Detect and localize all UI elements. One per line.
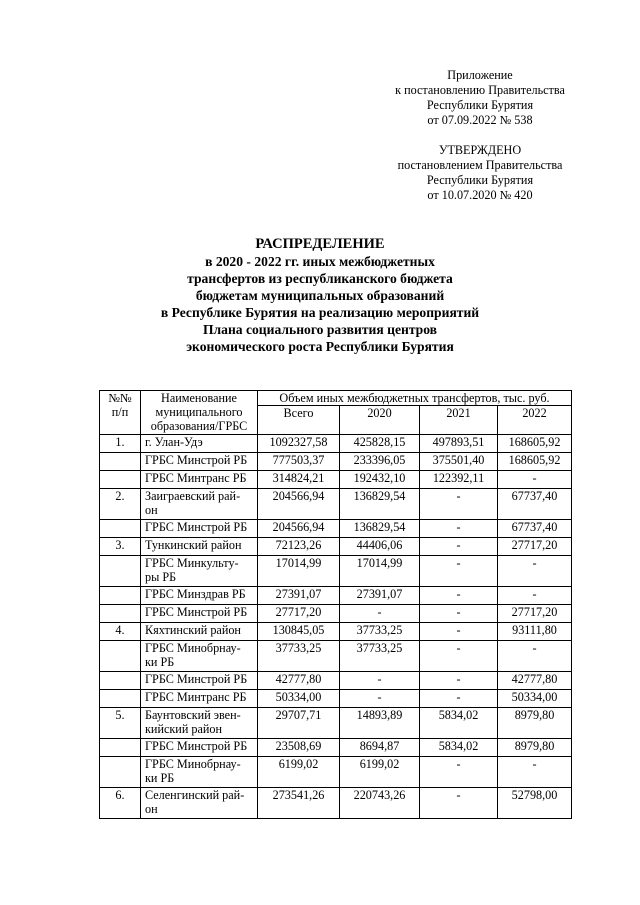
cell-2020: 136829,54 xyxy=(340,520,420,538)
approval-line: УТВЕРЖДЕНО xyxy=(438,143,522,157)
row-name xyxy=(141,708,258,739)
row-name xyxy=(141,672,258,690)
row-number: 5. xyxy=(100,708,141,739)
row-name-line: Баунтовский эвен- xyxy=(145,708,241,722)
table-row xyxy=(100,587,572,605)
row-name xyxy=(141,489,258,520)
cell-total: 314824,21 xyxy=(258,471,340,489)
row-name-line: ГРБС Минобрнау- xyxy=(145,641,241,655)
header-2022: 2022 xyxy=(498,406,572,435)
cell-total: 1092327,58 xyxy=(258,435,340,453)
cell-2020: 136829,54 xyxy=(340,489,420,520)
cell-2020: 14893,89 xyxy=(340,708,420,739)
cell-2021: - xyxy=(420,641,498,672)
row-number xyxy=(100,605,141,623)
table-row xyxy=(100,623,572,641)
cell-total: 42777,80 xyxy=(258,672,340,690)
row-name-line: ГРБС Минстрой РБ xyxy=(145,672,248,686)
cell-2022: 42777,80 xyxy=(498,672,572,690)
title-heading: РАСПРЕДЕЛЕНИЕ xyxy=(255,236,385,252)
row-name xyxy=(141,605,258,623)
row-name-line: ки РБ xyxy=(145,655,175,669)
title-line: в Республике Бурятия на реализацию мероприятий xyxy=(160,305,480,320)
title-line: трансфертов из республиканского бюджета xyxy=(187,271,453,286)
cell-2021: - xyxy=(420,520,498,538)
appendix-line: Приложение xyxy=(447,68,513,82)
cell-2020: 8694,87 xyxy=(340,739,420,757)
row-name xyxy=(141,587,258,605)
table-row xyxy=(100,641,572,672)
cell-total: 37733,25 xyxy=(258,641,340,672)
cell-2021: - xyxy=(420,605,498,623)
title-line: Плана социального развития центров xyxy=(202,322,438,337)
row-name-line: ГРБС Минкульту- xyxy=(145,556,239,570)
cell-total: 72123,26 xyxy=(258,538,340,556)
row-name xyxy=(141,757,258,788)
cell-2022: 8979,80 xyxy=(498,708,572,739)
row-name-line: ГРБС Минтранс РБ xyxy=(145,471,247,485)
row-number xyxy=(100,520,141,538)
row-name xyxy=(141,520,258,538)
header-2020: 2020 xyxy=(340,406,420,435)
cell-2021: 497893,51 xyxy=(420,435,498,453)
table-row xyxy=(100,672,572,690)
approval-line: от 10.07.2020 № 420 xyxy=(427,188,533,202)
cell-2020: 192432,10 xyxy=(340,471,420,489)
cell-total: 777503,37 xyxy=(258,453,340,471)
cell-2022: - xyxy=(498,757,572,788)
row-number xyxy=(100,757,141,788)
approval-note xyxy=(378,143,582,203)
row-number xyxy=(100,453,141,471)
row-name xyxy=(141,623,258,641)
cell-2021: - xyxy=(420,757,498,788)
cell-total: 204566,94 xyxy=(258,520,340,538)
cell-total: 27717,20 xyxy=(258,605,340,623)
row-number: 1. xyxy=(100,435,141,453)
cell-2020: 6199,02 xyxy=(340,757,420,788)
cell-2021: 5834,02 xyxy=(420,739,498,757)
table-row xyxy=(100,538,572,556)
document-title xyxy=(100,236,540,355)
title-line: в 2020 - 2022 гг. иных межбюджетных xyxy=(205,254,435,269)
cell-2022: 50334,00 xyxy=(498,690,572,708)
row-number: 3. xyxy=(100,538,141,556)
cell-2022: 67737,40 xyxy=(498,489,572,520)
cell-2022: 93111,80 xyxy=(498,623,572,641)
row-number xyxy=(100,556,141,587)
row-name-line: Заиграевский рай- xyxy=(145,489,241,503)
cell-2020: - xyxy=(340,605,420,623)
row-name-line: кийский район xyxy=(145,722,223,736)
cell-2022: 27717,20 xyxy=(498,538,572,556)
header-number: №№ п/п xyxy=(100,391,141,435)
appendix-note xyxy=(378,68,582,128)
row-name-line: ки РБ xyxy=(145,771,175,785)
table-row xyxy=(100,605,572,623)
row-number xyxy=(100,739,141,757)
row-name xyxy=(141,538,258,556)
header-2021: 2021 xyxy=(420,406,498,435)
row-name-line: ГРБС Минстрой РБ xyxy=(145,739,248,753)
cell-total: 273541,26 xyxy=(258,788,340,819)
table-row xyxy=(100,690,572,708)
cell-2022: 27717,20 xyxy=(498,605,572,623)
cell-2020: 220743,26 xyxy=(340,788,420,819)
cell-2020: 44406,06 xyxy=(340,538,420,556)
cell-total: 130845,05 xyxy=(258,623,340,641)
cell-2020: - xyxy=(340,672,420,690)
cell-2022: 168605,92 xyxy=(498,435,572,453)
cell-2020: 37733,25 xyxy=(340,641,420,672)
row-name-line: Тункинский район xyxy=(145,538,242,552)
cell-2022: 168605,92 xyxy=(498,453,572,471)
row-number xyxy=(100,587,141,605)
cell-2020: 233396,05 xyxy=(340,453,420,471)
row-name-line: ГРБС Минстрой РБ xyxy=(145,605,248,619)
title-line: экономического роста Республики Бурятия xyxy=(186,339,454,354)
cell-total: 204566,94 xyxy=(258,489,340,520)
cell-2021: - xyxy=(420,489,498,520)
row-name-line: ГРБС Минздрав РБ xyxy=(145,587,246,601)
header-volume: Объем иных межбюджетных трансфертов, тыс. руб. xyxy=(258,391,572,406)
table-row xyxy=(100,520,572,538)
table-row xyxy=(100,471,572,489)
table-row xyxy=(100,708,572,739)
row-number xyxy=(100,641,141,672)
cell-2020: 425828,15 xyxy=(340,435,420,453)
cell-2021: 375501,40 xyxy=(420,453,498,471)
table-row xyxy=(100,453,572,471)
table-row xyxy=(100,757,572,788)
cell-total: 50334,00 xyxy=(258,690,340,708)
row-name xyxy=(141,788,258,819)
row-name-line: ГРБС Минтранс РБ xyxy=(145,690,247,704)
row-name-line: ры РБ xyxy=(145,570,177,584)
cell-2020: 17014,99 xyxy=(340,556,420,587)
appendix-line: Республики Бурятия xyxy=(426,98,534,112)
cell-2022: - xyxy=(498,641,572,672)
row-name-line: он xyxy=(145,802,158,816)
row-name-line: он xyxy=(145,503,158,517)
row-name-line: ГРБС Минстрой РБ xyxy=(145,520,248,534)
cell-2021: - xyxy=(420,587,498,605)
approval-line: Республики Бурятия xyxy=(426,173,534,187)
appendix-line: от 07.09.2022 № 538 xyxy=(427,113,533,127)
row-name xyxy=(141,690,258,708)
cell-2022: - xyxy=(498,587,572,605)
cell-total: 27391,07 xyxy=(258,587,340,605)
row-name-line: ГРБС Минстрой РБ xyxy=(145,453,248,467)
cell-2022: - xyxy=(498,471,572,489)
row-number xyxy=(100,672,141,690)
cell-2021: - xyxy=(420,672,498,690)
cell-2022: 67737,40 xyxy=(498,520,572,538)
cell-2021: 5834,02 xyxy=(420,708,498,739)
cell-total: 6199,02 xyxy=(258,757,340,788)
row-name xyxy=(141,556,258,587)
cell-total: 29707,71 xyxy=(258,708,340,739)
approval-line: постановлением Правительства xyxy=(397,158,563,172)
header-total: Всего xyxy=(258,406,340,435)
cell-2021: 122392,11 xyxy=(420,471,498,489)
row-name xyxy=(141,453,258,471)
cell-total: 23508,69 xyxy=(258,739,340,757)
row-number xyxy=(100,690,141,708)
header-name: Наименование муниципального образования/ГРБС xyxy=(141,391,258,435)
cell-2020: - xyxy=(340,690,420,708)
title-line: бюджетам муниципальных образований xyxy=(195,288,445,303)
table-row xyxy=(100,788,572,819)
cell-2022: - xyxy=(498,556,572,587)
cell-2021: - xyxy=(420,623,498,641)
row-name xyxy=(141,471,258,489)
row-name-line: Кяхтинский район xyxy=(145,623,241,637)
row-name xyxy=(141,641,258,672)
cell-2021: - xyxy=(420,538,498,556)
row-number: 4. xyxy=(100,623,141,641)
cell-2022: 8979,80 xyxy=(498,739,572,757)
cell-2021: - xyxy=(420,556,498,587)
row-name-line: ГРБС Минобрнау- xyxy=(145,757,241,771)
row-number xyxy=(100,471,141,489)
row-number: 2. xyxy=(100,489,141,520)
cell-2020: 37733,25 xyxy=(340,623,420,641)
distribution-table xyxy=(99,390,572,819)
appendix-line: к постановлению Правительства xyxy=(395,83,565,97)
row-name xyxy=(141,739,258,757)
row-name xyxy=(141,435,258,453)
row-name-line: Селенгинский рай- xyxy=(145,788,245,802)
table-row xyxy=(100,739,572,757)
cell-2021: - xyxy=(420,690,498,708)
table-row xyxy=(100,435,572,453)
cell-2022: 52798,00 xyxy=(498,788,572,819)
row-name-line: г. Улан-Удэ xyxy=(145,435,203,449)
cell-2021: - xyxy=(420,788,498,819)
table-row xyxy=(100,556,572,587)
table-row xyxy=(100,489,572,520)
cell-2020: 27391,07 xyxy=(340,587,420,605)
row-number: 6. xyxy=(100,788,141,819)
cell-total: 17014,99 xyxy=(258,556,340,587)
